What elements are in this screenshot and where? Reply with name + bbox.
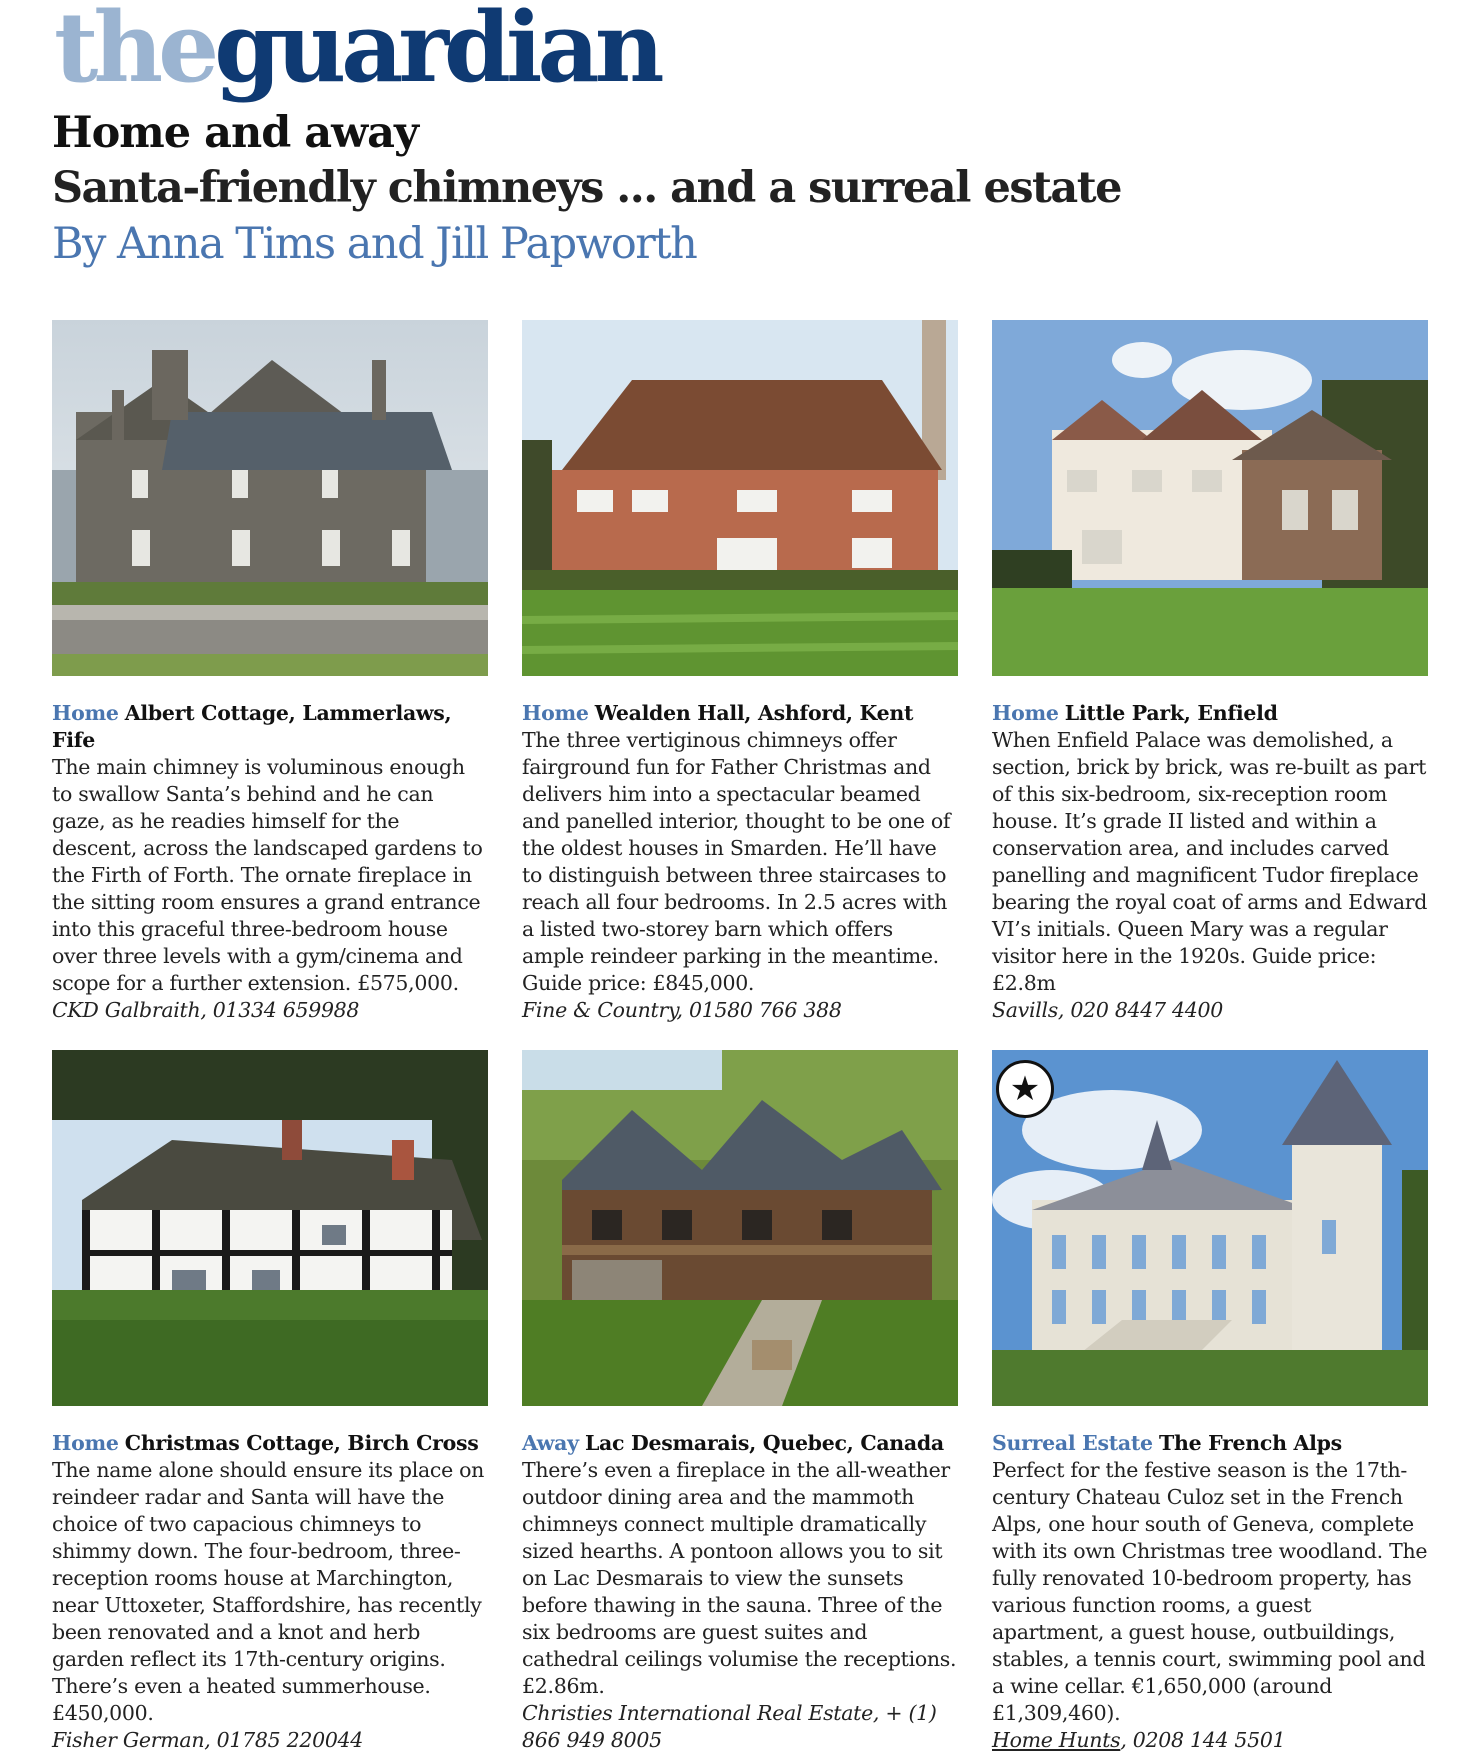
listing-body: When Enfield Palace was demolished, a section, brick by brick, was re-built as part of this six-bedroom, six-reception room house. It’s grade II listed and within a conservation area, and includes carved panelling and magnificent Tudor fireplace bearing the royal coat of arms and Edward VI’s initials. Queen Mary was a regular visitor here in the 1920s. Guide price: £2.8m (992, 728, 1428, 995)
listing-tag: Away (522, 1431, 579, 1455)
listing-tag: Surreal Estate (992, 1431, 1153, 1455)
listing-place: Wealden Hall, Ashford, Kent (594, 701, 914, 725)
listing-tag: Home (52, 701, 119, 725)
listing-body: The main chimney is voluminous enough to swallow Santa’s behind and he can gaze, as he readies himself for the descent, across the landscaped gardens to the Firth of Forth. The ornate fireplace in the sitting room ensures a grand entrance into this graceful three-bedroom house over three levels with a gym/cinema and scope for a further extension. £575,000. (52, 755, 483, 995)
guardian-logo (54, 0, 660, 104)
listing-tag: Home (522, 701, 589, 725)
listing-caption (52, 700, 488, 1024)
listing-card-lac-desmarais (522, 1050, 958, 1754)
lac-desmarais-photo (522, 1050, 958, 1406)
chateau-culoz-photo (992, 1050, 1428, 1406)
listing-agent: Fine & Country, 01580 766 388 (522, 998, 842, 1022)
wealden-hall-photo (522, 320, 958, 676)
listing-tag: Home (992, 701, 1059, 725)
listing-place: The French Alps (1159, 1431, 1342, 1455)
listing-body: The name alone should ensure its place on reindeer radar and Santa will have the choice of two capacious chimneys to shimmy down. The four-bedroom, three-reception rooms house at Marchington, near Uttoxeter, Staffordshire, has recently been renovated and a knot and herb garden reflect its 17th-century origins. There’s even a heated summerhouse. £450,000. (52, 1458, 485, 1725)
listing-body: There’s even a fireplace in the all-weather outdoor dining area and the mammoth chimneys connect multiple dramatically sized hearths. A pontoon allows you to sit on Lac Desmarais to view the sunsets before thawing in the sauna. Three of the six bedrooms are guest suites and cathedral ceilings volumise the receptions. £2.86m. (522, 1458, 957, 1698)
listing-body: Perfect for the festive season is the 17th-century Chateau Culoz set in the French Alps, one hour south of Geneva, complete with its own Christmas tree woodland. The fully renovated 10-bedroom property, has various function rooms, a guest apartment, a guest house, outbuildings, stables, a tennis court, swimming pool and a wine cellar. €1,650,000 (around £1,309,460). (992, 1458, 1428, 1725)
section-title: Home and away (52, 108, 419, 158)
agent-phone: , 0208 144 5501 (1120, 1728, 1286, 1752)
byline: By Anna Tims and Jill Papworth (52, 219, 697, 269)
listing-card-little-park (992, 320, 1428, 1024)
listing-place: Lac Desmarais, Quebec, Canada (584, 1431, 944, 1455)
listing-caption (522, 700, 958, 1024)
listing-place: Albert Cottage, Lammerlaws, Fife (52, 701, 452, 752)
listing-place: Christmas Cottage, Birch Cross (124, 1431, 479, 1455)
agent-link[interactable]: Home Hunts (992, 1728, 1121, 1752)
listing-agent: CKD Galbraith, 01334 659988 (52, 998, 360, 1022)
albert-cottage-photo (52, 320, 488, 676)
headline: Santa-friendly chimneys ... and a surreal estate (52, 163, 1121, 213)
listing-agent: Savills, 020 8447 4400 (992, 998, 1223, 1022)
listing-caption (992, 700, 1428, 1024)
listing-card-french-alps (992, 1050, 1428, 1754)
listing-agent (992, 1727, 1428, 1754)
listing-agent: Fisher German, 01785 220044 (52, 1728, 364, 1752)
listing-place: Little Park, Enfield (1064, 701, 1278, 725)
listing-agent: Christies International Real Estate, + (1) 866 949 8005 (522, 1701, 937, 1752)
little-park-photo (992, 320, 1428, 676)
logo-the: the (54, 0, 215, 104)
listing-card-albert-cottage (52, 320, 488, 1024)
christmas-cottage-photo (52, 1050, 488, 1406)
listing-body: The three vertiginous chimneys offer fairground fun for Father Christmas and delivers him into a spectacular beamed and panelled interior, thought to be one of the oldest houses in Smarden. He’ll have to distinguish between three staircases to reach all four bedrooms. In 2.5 acres with a listed two-storey barn which offers ample reindeer parking in the meantime. Guide price: £845,000. (522, 728, 951, 995)
listing-caption (522, 1430, 958, 1754)
listing-tag: Home (52, 1431, 119, 1455)
listing-caption (992, 1430, 1428, 1754)
listing-caption (52, 1430, 488, 1754)
star-icon: ★ (996, 1060, 1054, 1118)
listing-card-christmas-cottage (52, 1050, 488, 1754)
logo-guardian: guardian (214, 0, 660, 104)
listing-card-wealden-hall (522, 320, 958, 1024)
